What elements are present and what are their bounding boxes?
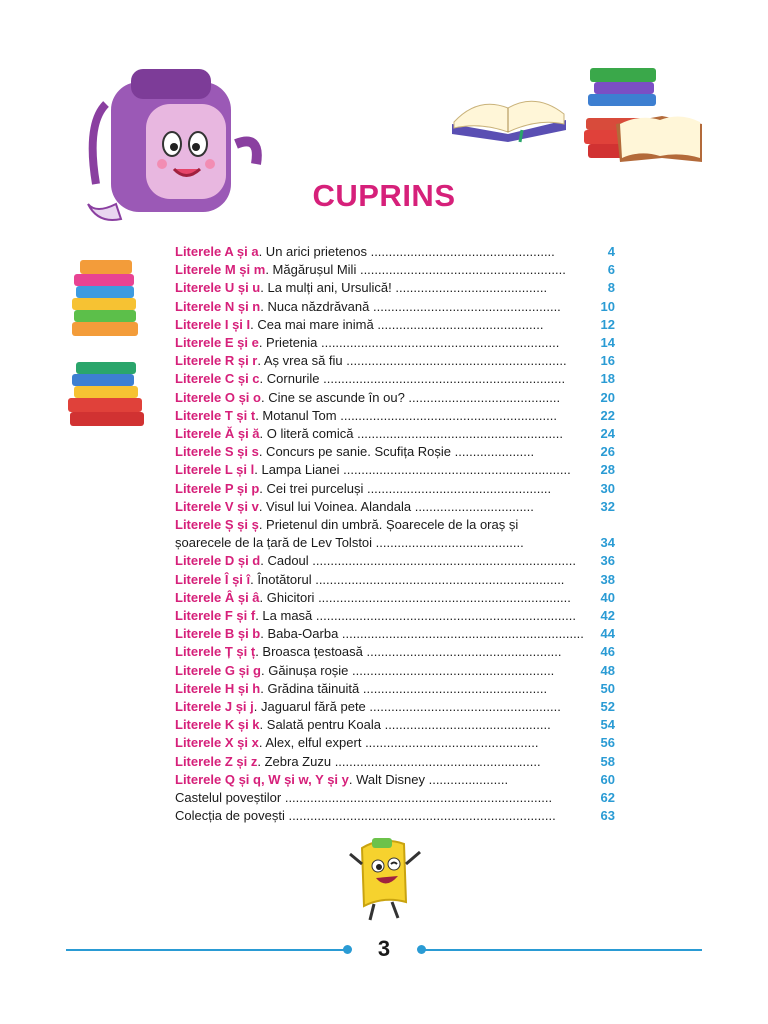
toc-entry bbox=[175, 279, 615, 297]
toc-entry bbox=[175, 607, 615, 625]
toc-entry bbox=[175, 698, 615, 716]
toc-page-number: 18 bbox=[600, 371, 615, 387]
toc-page-number: 12 bbox=[600, 316, 615, 332]
footer-line-right bbox=[424, 949, 702, 951]
toc-leader-dots: ........................................................................ bbox=[315, 608, 576, 624]
footer-line-left bbox=[66, 949, 346, 951]
toc-title: . La masă bbox=[255, 608, 316, 624]
book-character-illustration bbox=[342, 834, 426, 924]
toc-leader-dots: .......................................................................... bbox=[284, 790, 553, 806]
toc-entry bbox=[175, 480, 615, 498]
toc-letters: Literele I și I bbox=[175, 316, 251, 332]
toc-entry bbox=[175, 807, 615, 825]
toc-leader-dots: .................................................... bbox=[372, 298, 561, 314]
toc-title: . Cine se ascunde în ou? bbox=[260, 389, 409, 405]
toc-letters: Literele R și r bbox=[175, 353, 258, 369]
toc-letters: Literele G și g bbox=[175, 662, 261, 678]
toc-leader-dots: ................................................... bbox=[370, 244, 555, 259]
toc-page-number: 6 bbox=[607, 262, 615, 278]
open-book-illustration bbox=[448, 84, 570, 144]
toc-title: . Înotătorul bbox=[250, 571, 316, 587]
toc-page-number: 62 bbox=[600, 790, 615, 806]
toc-leader-dots: .............................................. bbox=[384, 717, 551, 733]
toc-leader-dots: ............................................................ bbox=[340, 407, 557, 423]
toc-page-number: 4 bbox=[607, 244, 615, 259]
book-stack-left-top-illustration bbox=[68, 258, 144, 342]
toc-title: . Lampa Lianei bbox=[254, 462, 344, 478]
toc-title: . Prietenul din umbră. Șoarecele de la oraș și bbox=[258, 517, 519, 533]
book-stack-illustration bbox=[580, 62, 704, 166]
toc-entry bbox=[175, 571, 615, 589]
book-stack-left-bottom-illustration bbox=[66, 360, 148, 430]
toc-page-number: 30 bbox=[600, 480, 615, 496]
toc-page-number: 34 bbox=[600, 535, 615, 551]
toc-entry bbox=[175, 789, 615, 807]
toc-page-number: 28 bbox=[600, 462, 615, 478]
toc-page-number: 36 bbox=[600, 553, 615, 569]
toc-letters: Literele V și v bbox=[175, 498, 259, 514]
toc-page-number: 50 bbox=[600, 680, 615, 696]
toc-leader-dots: ................................................... bbox=[362, 680, 548, 696]
toc-page-number: 24 bbox=[600, 426, 615, 442]
toc-entry bbox=[175, 771, 615, 789]
toc-title: . Motanul Tom bbox=[255, 407, 341, 423]
toc-leader-dots: ...................................................................... bbox=[318, 589, 571, 605]
toc-leader-dots: .................................................................. bbox=[320, 335, 560, 351]
toc-entry bbox=[175, 334, 615, 352]
toc-title: . Salată pentru Koala bbox=[259, 717, 385, 733]
toc-title: . Măgărușul Mili bbox=[265, 262, 360, 278]
toc-entry-line1 bbox=[175, 516, 615, 534]
toc-entry bbox=[175, 589, 615, 607]
toc-title: . Grădina tăinuită bbox=[260, 680, 363, 696]
toc-title: Colecția de povești bbox=[175, 808, 289, 824]
toc-entry bbox=[175, 680, 615, 698]
toc-entry bbox=[175, 461, 615, 479]
toc-title-continued: șoarecele de la țară de Lev Tolstoi bbox=[175, 535, 376, 551]
toc-leader-dots: ........................................................ bbox=[352, 662, 555, 678]
toc-title: . Aș vrea să fiu bbox=[257, 353, 347, 369]
table-of-contents bbox=[175, 243, 615, 825]
toc-leader-dots: ..................................................... bbox=[369, 699, 561, 715]
toc-page-number: 14 bbox=[600, 335, 615, 351]
page-title: CUPRINS bbox=[312, 178, 456, 213]
toc-letters: Literele B și b bbox=[175, 626, 261, 642]
toc-entry bbox=[175, 643, 615, 661]
toc-leader-dots: ......................................... bbox=[375, 535, 524, 551]
toc-page-number: 58 bbox=[600, 753, 615, 769]
toc-entry bbox=[175, 389, 615, 407]
toc-page-number: 40 bbox=[600, 589, 615, 605]
toc-letters: Literele Z și z bbox=[175, 753, 258, 769]
toc-letters: Literele P și p bbox=[175, 480, 260, 496]
toc-letters: Literele O și o bbox=[175, 389, 261, 405]
toc-title: . O literă comică bbox=[259, 426, 358, 442]
toc-leader-dots: ...................................................... bbox=[366, 644, 562, 660]
toc-letters: Literele Ț și ț bbox=[175, 644, 256, 660]
toc-entry bbox=[175, 498, 615, 516]
toc-page-number: 52 bbox=[600, 699, 615, 715]
toc-letters: Literele N și n bbox=[175, 298, 261, 314]
toc-title: . Prietenia bbox=[258, 335, 321, 351]
toc-entry bbox=[175, 370, 615, 388]
toc-page-number: 48 bbox=[600, 662, 615, 678]
toc-letters: Literele Q și q, W și w, Y și y bbox=[175, 771, 349, 787]
toc-title: . Visul lui Voinea. Alandala bbox=[258, 498, 415, 514]
toc-leader-dots: ................................................ bbox=[365, 735, 539, 751]
page-number: 3 bbox=[377, 936, 391, 961]
toc-letters: Literele F și f bbox=[175, 608, 256, 624]
toc-letters: Literele S și s bbox=[175, 444, 259, 460]
toc-title: . Cei trei purceluși bbox=[259, 480, 367, 496]
toc-title: . Alex, elful expert bbox=[258, 735, 366, 751]
toc-title: Castelul poveștilor bbox=[175, 790, 285, 806]
toc-title: . Găinușa roșie bbox=[260, 662, 353, 678]
toc-letters: Literele L și l bbox=[175, 462, 255, 478]
toc-page-number: 38 bbox=[600, 571, 615, 587]
toc-title: . Nuca năzdrăvană bbox=[260, 298, 373, 314]
toc-title: . Un arici prietenos bbox=[258, 244, 371, 259]
toc-entry bbox=[175, 298, 615, 316]
toc-page-number: 8 bbox=[607, 280, 615, 296]
toc-leader-dots: ............................................................. bbox=[346, 353, 567, 369]
toc-page-number: 60 bbox=[600, 771, 615, 787]
toc-entry bbox=[175, 662, 615, 680]
toc-title: . Baba-Oarba bbox=[260, 626, 342, 642]
toc-entry bbox=[175, 552, 615, 570]
toc-page-number: 16 bbox=[600, 353, 615, 369]
toc-letters: Literele Ș și ș bbox=[175, 517, 259, 533]
toc-letters: Literele C și c bbox=[175, 371, 260, 387]
toc-title: . Cadoul bbox=[260, 553, 313, 569]
toc-leader-dots: ...................... bbox=[428, 771, 509, 787]
toc-letters: Literele U și u bbox=[175, 280, 261, 296]
toc-title: . Cea mai mare inimă bbox=[250, 316, 378, 332]
toc-leader-dots: ...................... bbox=[454, 444, 535, 460]
toc-title: . Cornurile bbox=[259, 371, 324, 387]
toc-entry bbox=[175, 425, 615, 443]
toc-letters: Literele H și h bbox=[175, 680, 261, 696]
toc-entry bbox=[175, 625, 615, 643]
toc-title: . Walt Disney bbox=[348, 771, 429, 787]
toc-leader-dots: ......................................................... bbox=[357, 426, 563, 442]
toc-leader-dots: ..................................................................... bbox=[315, 571, 565, 587]
footer-dot-left bbox=[343, 945, 352, 954]
toc-page-number: 63 bbox=[600, 808, 615, 824]
toc-leader-dots: ................................. bbox=[414, 498, 534, 514]
toc-leader-dots: ......................................................... bbox=[334, 753, 541, 769]
toc-leader-dots: .......................................... bbox=[395, 280, 548, 296]
toc-entry bbox=[175, 316, 615, 334]
toc-page-number: 20 bbox=[600, 389, 615, 405]
toc-title: . Jaguarul fără pete bbox=[253, 699, 370, 715]
toc-entry bbox=[175, 352, 615, 370]
toc-letters: Literele X și x bbox=[175, 735, 259, 751]
toc-leader-dots: ............................................................... bbox=[343, 462, 571, 478]
toc-page-number: 22 bbox=[600, 407, 615, 423]
toc-leader-dots: ................................................................... bbox=[323, 371, 566, 387]
toc-leader-dots: ................................................... bbox=[366, 480, 552, 496]
toc-page-number: 56 bbox=[600, 735, 615, 751]
toc-page-number: 10 bbox=[600, 298, 615, 314]
toc-title: . Concurs pe sanie. Scufița Roșie bbox=[258, 444, 455, 460]
toc-entry bbox=[175, 716, 615, 734]
toc-letters: Literele J și j bbox=[175, 699, 254, 715]
toc-letters: Literele M și m bbox=[175, 262, 266, 278]
toc-entry bbox=[175, 407, 615, 425]
toc-letters: Literele Ă și ă bbox=[175, 426, 260, 442]
toc-leader-dots: .......................................................................... bbox=[288, 808, 556, 824]
toc-title: . Zebra Zuzu bbox=[257, 753, 335, 769]
toc-page-number: 46 bbox=[600, 644, 615, 660]
toc-page-number: 32 bbox=[600, 498, 615, 514]
toc-leader-dots: ................................................................... bbox=[341, 626, 584, 642]
toc-letters: Literele K și k bbox=[175, 717, 260, 733]
toc-title: . Broasca țestoasă bbox=[255, 644, 367, 660]
toc-entry bbox=[175, 734, 615, 752]
toc-leader-dots: .......................................... bbox=[408, 389, 561, 405]
toc-entry bbox=[175, 243, 615, 261]
toc-page-number: 42 bbox=[600, 608, 615, 624]
toc-leader-dots: .............................................. bbox=[377, 316, 544, 332]
toc-entry bbox=[175, 261, 615, 279]
toc-page-number: 26 bbox=[600, 444, 615, 460]
toc-letters: Literele T și t bbox=[175, 407, 256, 423]
toc-entry bbox=[175, 753, 615, 771]
toc-leader-dots: ......................................................... bbox=[359, 262, 566, 278]
toc-title: . La mulți ani, Ursulică! bbox=[260, 280, 396, 296]
toc-letters: Literele Â și â bbox=[175, 589, 260, 605]
toc-page-number: 54 bbox=[600, 717, 615, 733]
toc-letters: Literele E și e bbox=[175, 335, 259, 351]
toc-letters: Literele A și a bbox=[175, 244, 259, 259]
toc-entry bbox=[175, 516, 615, 552]
toc-letters: Literele Î și î bbox=[175, 571, 251, 587]
toc-page-number: 44 bbox=[600, 626, 615, 642]
toc-entry bbox=[175, 443, 615, 461]
toc-title: . Ghicitori bbox=[259, 589, 319, 605]
toc-leader-dots: ......................................................................... bbox=[312, 553, 576, 569]
toc-letters: Literele D și d bbox=[175, 553, 261, 569]
